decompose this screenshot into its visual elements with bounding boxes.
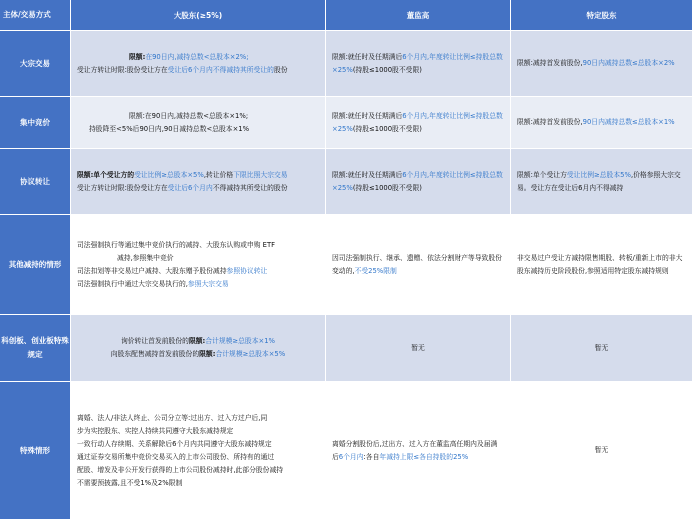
row-label-block-trade: 大宗交易 <box>0 31 71 96</box>
table-header <box>0 0 693 31</box>
row-label-special-cases: 特殊情形 <box>0 382 71 519</box>
header-executives: 董监高 <box>326 0 511 30</box>
table-row: 科创板、创业板特殊规定 询价转让首发前股份的限额:合计规模≥总股本×1% 向股东配售减持首发前股份的限额:合计规模≥总股本×5% 暂无 暂无 <box>0 315 693 382</box>
table-row: 协议转让 限额:单个受让方的受让比例≥总股本×5%,转让价格下限比照大宗交易 受让方转让时限:股份受让方在受让后6个月内不得减持其所受让的股份 限额:就任时及任期满后6个月内,年度转让比例≤持股总数×25%(持股≤1000股不受限) 限额:单个受让方受让比例≥总股本5%,价格参照大宗交易。受让方在受让后6月内不得减持 <box>0 149 693 215</box>
table-row: 集中竞价 限额:在90日内,减持总数<总股本×1%; 持股降至<5%后90日内,90日减持总数<总股本×1% 限额:就任时及任期满后6个月内,年度转让比例≤持股总数×25%(持股≤1000股不受限) 限额:减持首发前股份,90日内减持总数≤总股本×1% <box>0 97 693 149</box>
row-label-agreement-transfer: 协议转让 <box>0 149 71 214</box>
header-major-shareholder: 大股东(≥5%) <box>71 0 326 30</box>
header-specific-shareholder: 特定股东 <box>511 0 693 30</box>
row-label-other-cases: 其他减持的情形 <box>0 215 71 314</box>
row-label-star-chinext: 科创板、创业板特殊规定 <box>0 315 71 381</box>
table-row: 其他减持的情形 司法强制执行等通过集中竞价执行的减持、大股东认购或申购 ETF 减持,参照集中竞价 司法扣划等非交易过户减持、大股东赠予股份减持参照协议转让 司法强制执行中通过大宗交易执行的,参照大宗交易 因司法强制执行、继承、遗赠、依法分割财产等导致股份变动的,不受25%限制 非交易过户受让方减持限售期股、转板/重新上市的非大股东减持历史阶段股份,参照适用特定股东减持规则 <box>0 215 693 315</box>
header-subject: 主体/交易方式 <box>0 0 71 30</box>
row-label-bidding: 集中竞价 <box>0 97 71 148</box>
table-row: 特殊情形 离婚、法人/非法人终止、公司分立等:过出方、过入方过户后,同 步为实控股东、实控人持续共同遵守大股东减持规定 一致行动人存续期、关系解除后6个月内共同遵守大股东减持规定 通过证券交易所集中竞价交易买入的上市公司股份、所持有的通过 配股、增发及非公开发行获得的上市公司股份减持时,此部分股份减持 不需要预披露,且不受1%及2%限制 离婚分割股份后,过出方、过入方在董监高任期内及届满后6个月内:各自年减持上限≤各自持股的25% 暂无 <box>0 382 693 519</box>
table-row: 大宗交易 限额:在90日内,减持总数<总股本×2%; 受让方转让时限:股份受让方在受让后6个月内不得减持其所受让的股份 限额:就任时及任期满后6个月内,年度转让比例≤持股总数×25%(持股≤1000股不受限) 限额:减持首发前股份,90日内减持总数≤总股本×2% <box>0 31 693 97</box>
